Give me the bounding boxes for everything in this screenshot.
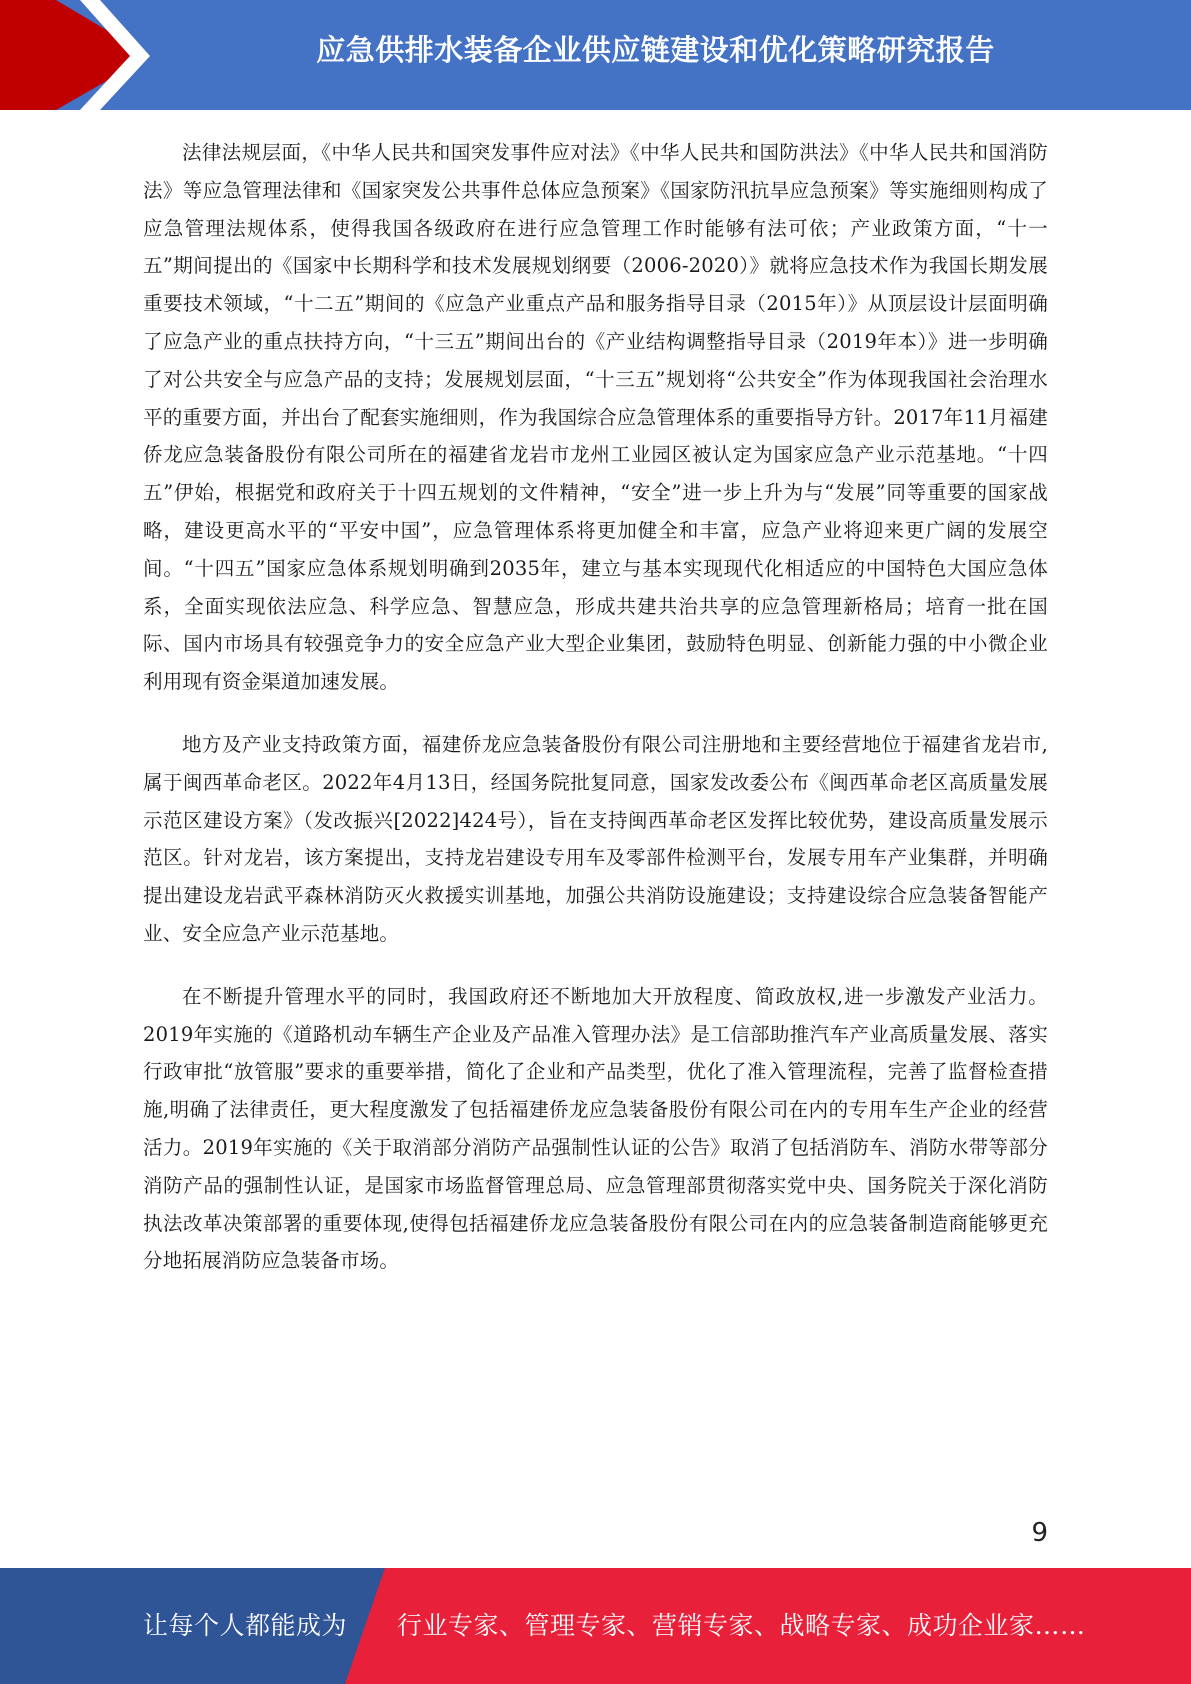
document-body (143, 134, 1048, 1305)
paragraph-deregulation: 在不断提升管理水平的同时，我国政府还不断地加大开放程度、简政放权,进一步激发产业活力。2019年实施的《道路机动车辆生产企业及产品准入管理办法》是工信部助推汽车产业高质量发展、落实行政审批“放管服”要求的重要举措，简化了企业和产品类型，优化了准入管理流程，完善了监督检查措施,明确了法律责任，更大程度激发了包括福建侨龙应急装备股份有限公司在内的专用车生产企业的经营活力。2019年实施的《关于取消部分消防产品强制性认证的公告》取消了包括消防车、消防水带等部分消防产品的强制性认证，是国家市场监督管理总局、应急管理部贯彻落实党中央、国务院关于深化消防执法改革决策部署的重要体现,使得包括福建侨龙应急装备股份有限公司在内的应急装备制造商能够更充分地拓展消防应急装备市场。 (143, 984, 1048, 1273)
header-red-chevron (0, 0, 150, 110)
page-header (0, 0, 1191, 110)
page-footer (0, 1568, 1191, 1684)
report-title: 应急供排水装备企业供应链建设和优化策略研究报告 (316, 33, 995, 67)
paragraph-local-policy: 地方及产业支持政策方面，福建侨龙应急装备股份有限公司注册地和主要经营地位于福建省龙岩市,属于闽西革命老区。2022年4月13日，经国务院批复同意，国家发改委公布《闽西革命老区高质量发展示范区建设方案》（发改振兴[2022]424号），旨在支持闽西革命老区发挥比较优势，建设高质量发展示范区。针对龙岩，该方案提出，支持龙岩建设专用车及零部件检测平台，发展专用车产业集群，并明确提出建设龙岩武平森林消防灭火救援实训基地，加强公共消防设施建设；支持建设综合应急装备智能产业、安全应急产业示范基地。 (143, 732, 1048, 945)
footer-slogan-right: 行业专家、管理专家、营销专家、战略专家、成功企业家…… (397, 1611, 1086, 1640)
page-number: 9 (1031, 1518, 1048, 1548)
footer-slogan-left: 让每个人都能成为 (143, 1611, 348, 1640)
paragraph-laws-policies: 法律法规层面，《中华人民共和国突发事件应对法》《中华人民共和国防洪法》《中华人民共和国消防法》等应急管理法律和《国家突发公共事件总体应急预案》《国家防汛抗旱应急预案》等实施细则构成了应急管理法规体系，使得我国各级政府在进行应急管理工作时能够有法可依；产业政策方面，“十一五”期间提出的《国家中长期科学和技术发展规划纲要（2006-2020）》就将应急技术作为我国长期发展重要技术领域，“十二五”期间的《应急产业重点产品和服务指导目录（2015年）》从顶层设计层面明确了应急产业的重点扶持方向，“十三五”期间出台的《产业结构调整指导目录（2019年本）》进一步明确了对公共安全与应急产品的支持；发展规划层面，“十三五”规划将“公共安全”作为体现我国社会治理水平的重要方面，并出台了配套实施细则，作为我国综合应急管理体系的重要指导方针。2017年11月福建侨龙应急装备股份有限公司所在的福建省龙岩市龙州工业园区被认定为国家应急产业示范基地。“十四五”伊始，根据党和政府关于十四五规划的文件精神，“安全”进一步上升为与“发展”同等重要的国家战略，建设更高水平的“平安中国”，应急管理体系将更加健全和丰富，应急产业将迎来更广阔的发展空间。“十四五”国家应急体系规划明确到2035年，建立与基本实现现代化相适应的中国特色大国应急体系，全面实现依法应急、科学应急、智慧应急，形成共建共治共享的应急管理新格局；培育一批在国际、国内市场具有较强竞争力的安全应急产业大型企业集团，鼓励特色明显、创新能力强的中小微企业利用现有资金渠道加速发展。 (143, 141, 1048, 694)
